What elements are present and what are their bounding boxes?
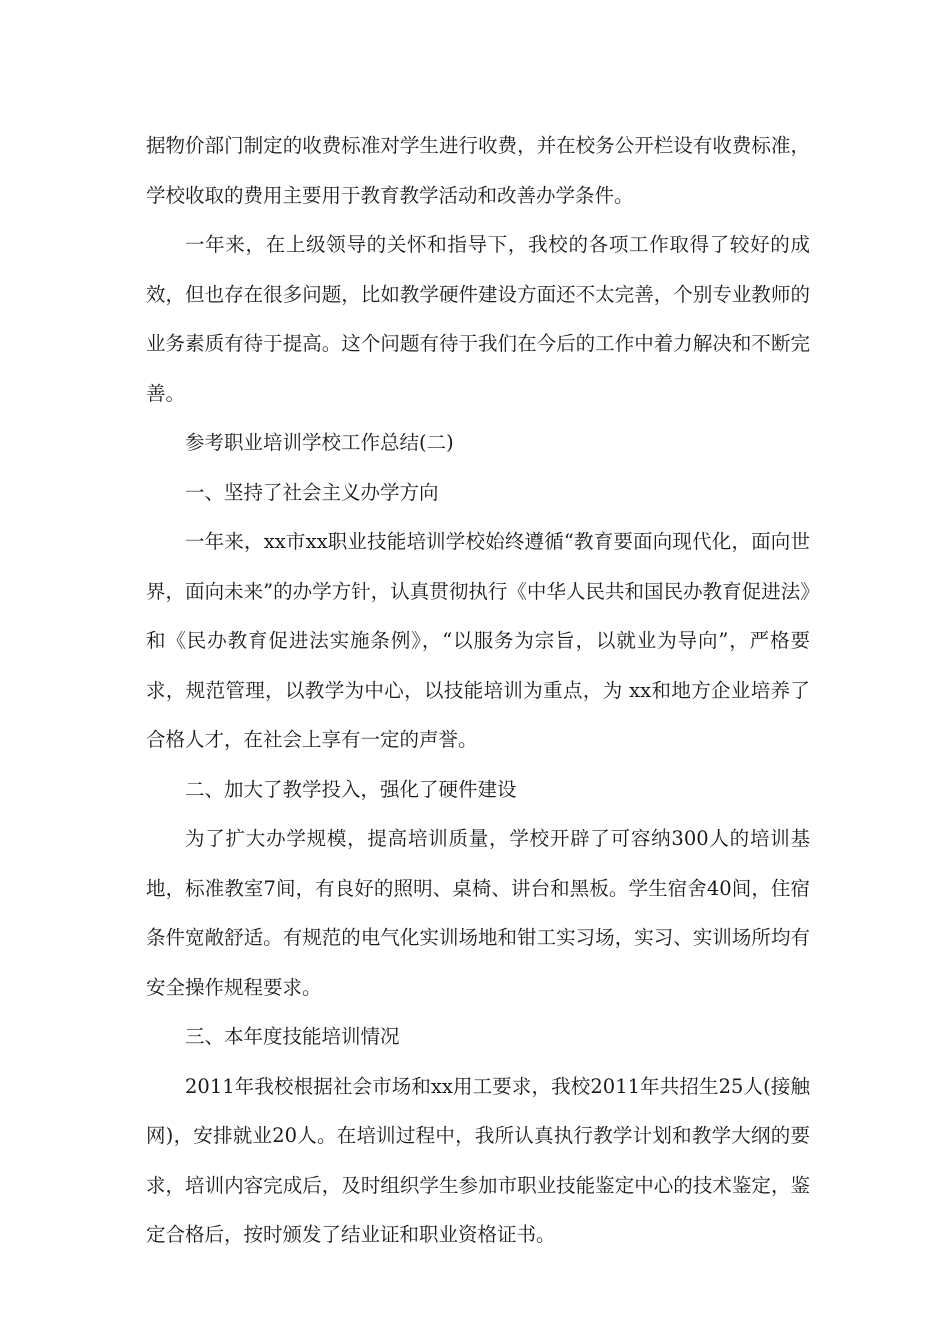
paragraph-fee-standards: 据物价部门制定的收费标准对学生进行收费，并在校务公开栏设有收费标准，学校收取的费用主要用于教育教学活动和改善办学条件。: [146, 134, 810, 207]
section-title-summary-two: 参考职业培训学校工作总结(二): [185, 431, 454, 454]
paragraph-enrollment: 2011年我校根据社会市场和xx用工要求，我校2011年共招生25人(接触网)，安排就业20人。在培训过程中，我所认真执行教学计划和教学大纲的要求，培训内容完成后，及时组织学生参加市职业技能鉴定中心的技术鉴定，鉴定合格后，按时颁发了结业证和职业资格证书。: [146, 1074, 810, 1246]
document-body: [146, 121, 810, 1260]
heading-hardware-investment: 二、加大了教学投入，强化了硬件建设: [185, 777, 517, 801]
heading-training-status: 三、本年度技能培训情况: [185, 1025, 400, 1048]
heading-socialist-direction: 一、坚持了社会主义办学方向: [185, 480, 439, 504]
paragraph-facilities: 为了扩大办学规模，提高培训质量，学校开辟了可容纳300人的培训基地，标准教室7间，有良好的照明、桌椅、讲台和黑板。学生宿舍40间，住宿条件宽敞舒适。有规范的电气化实训场地和钳工实习场，实习、实训场所均有安全操作规程要求。: [146, 827, 810, 999]
paragraph-school-philosophy: 一年来，xx市xx职业技能培训学校始终遵循“教育要面向现代化，面向世界，面向未来”的办学方针，认真贯彻执行《中华人民共和国民办教育促进法》和《民办教育促进法实施条例》，“以服务为宗旨，以就业为导向”，严格要求，规范管理，以教学为中心，以技能培训为重点，为 xx和地方企业培养了合格人才，在社会上享有一定的声誉。: [146, 530, 810, 751]
paragraph-year-review: 一年来，在上级领导的关怀和指导下，我校的各项工作取得了较好的成效，但也存在很多问题，比如教学硬件建设方面还不太完善，个别专业教师的业务素质有待于提高。这个问题有待于我们在今后的工作中着力解决和不断完善。: [146, 233, 810, 405]
